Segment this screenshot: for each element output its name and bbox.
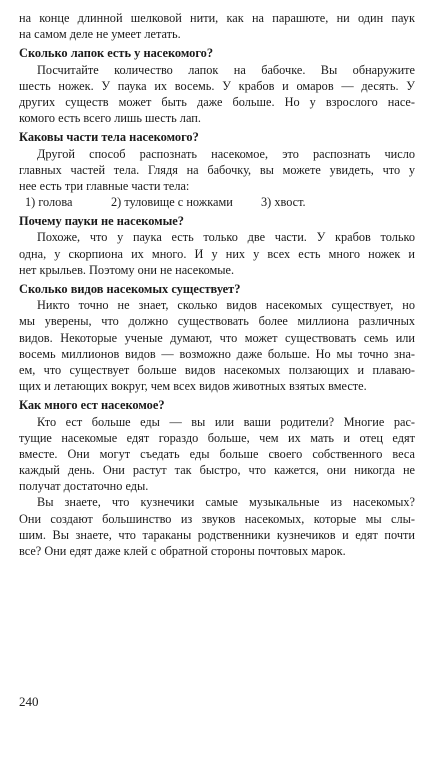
page-number: 240 (19, 694, 39, 709)
text-line: Они создают большинство из звуков насекомых, которые мы слы- (19, 511, 415, 526)
text-line: шим. Вы знаете, что тараканы родственники кузнечиков и едят почти (19, 527, 415, 542)
text-line: все? Они едят даже клей с обратной стороны почтовых марок. (19, 544, 346, 558)
text-line: Вы знаете, что кузнечики самые музыкальные из насекомых? (37, 495, 415, 510)
section-heading-body-parts: Каковы части тела насекомого? (19, 130, 199, 145)
text-line: мы уверены, что должно существовать более миллиона различных (19, 314, 415, 329)
text-line: Кто ест больше еды — вы или ваши родители? Многие рас- (37, 414, 415, 429)
text-line: одна, у скорпиона их много. И у них у всех есть много ножек и (19, 246, 415, 261)
text-line: вместе. Они могут съедать еды больше своего собственного веса (19, 446, 415, 461)
text-line: Похоже, что у паука есть только две части. У крабов только (37, 230, 415, 245)
text-line: тущие насекомые едят гораздо больше, чем их мать и отец едят (19, 430, 415, 445)
text-line: других существ может быть даже больше. Но у взрослого насе- (19, 94, 415, 109)
text-line: на самом деле не умеет летать. (19, 27, 181, 42)
body-parts-list (19, 194, 415, 210)
list-item: 3) хвост. (261, 195, 306, 210)
list-item: 1) голова (25, 195, 73, 210)
text-line: шесть ножек. У паука их восемь. У крабов и омаров — десять. У (19, 78, 415, 93)
text-line: главных частей тела. Глядя на бабочку, вы можете увидеть, что у (19, 162, 415, 177)
text-line: ем, что существует больше видов насекомых ползающих и плаваю- (19, 362, 415, 377)
text-line: каждый день. Они растут так быстро, что кажется, они никогда не (19, 463, 415, 478)
text-line: Никто точно не знает, сколько видов насекомых существует, но (37, 298, 415, 313)
text-line: на конце длинной шелковой нити, как на парашюте, ни один паук (19, 11, 415, 25)
section-heading-eating: Как много ест насекомое? (19, 398, 165, 413)
text-line: Посчитайте количество лапок на бабочке. Вы обнаружите (37, 62, 415, 77)
list-item: 2) туловище с ножками (111, 195, 233, 210)
text-line: Другой способ распознать насекомое, это распознать число (37, 146, 415, 161)
text-line: восемь миллионов видов — возможно даже больше. Но мы точно зна- (19, 346, 415, 361)
text-line: получат достаточно еды. (19, 479, 149, 494)
text-line: щих и летающих вокруг, чем всех видов животных взятых вместе. (19, 379, 367, 394)
text-line: нет крыльев. Поэтому они не насекомые. (19, 262, 235, 277)
text-line: комого есть всего лишь шесть лап. (19, 111, 201, 126)
page-text-body (19, 10, 415, 559)
text-line: нее есть три главные части тела: (19, 178, 190, 193)
section-heading-legs: Сколько лапок есть у насекомого? (19, 46, 214, 61)
section-heading-species: Сколько видов насекомых существует? (19, 282, 241, 296)
text-line: видов. Некоторые ученые думают, что может существовать семь или (19, 330, 415, 345)
section-heading-spiders: Почему пауки не насекомые? (19, 214, 184, 229)
